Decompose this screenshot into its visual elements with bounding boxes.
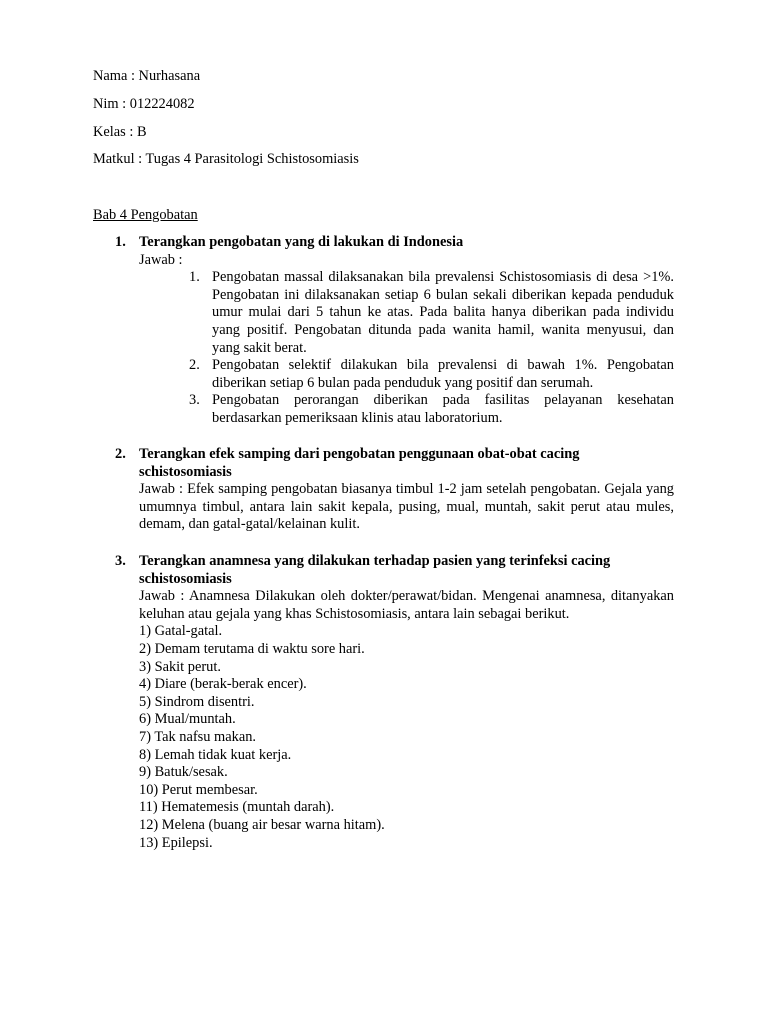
question-3 bbox=[93, 553, 674, 852]
answer-text: Jawab : Anamnesa Dilakukan oleh dokter/perawat/bidan. Mengenai anamnesa, ditanyakan keluhan atau gejala yang khas Schistosomiasis, antara lain sebagai berikut. bbox=[139, 588, 674, 622]
list-item: 2) Demam terutama di waktu sore hari. bbox=[139, 640, 365, 657]
course-title: Matkul : Tugas 4 Parasitologi Schistosomiasis bbox=[93, 151, 359, 167]
answer-label: Jawab : bbox=[139, 251, 183, 268]
list-item-text: Pengobatan perorangan diberikan pada fasilitas pelayanan kesehatan berdasarkan pemeriksaan klinis atau laboratorium. bbox=[212, 392, 674, 426]
question-title: Terangkan efek samping dari pengobatan penggunaan obat-obat cacing schistosomiasis bbox=[139, 446, 580, 480]
student-nim: Nim : 012224082 bbox=[93, 96, 195, 112]
question-title: Terangkan pengobatan yang di lakukan di Indonesia bbox=[139, 234, 464, 250]
chapter-heading: Bab 4 Pengobatan bbox=[93, 207, 198, 223]
list-item: 3) Sakit perut. bbox=[139, 658, 221, 675]
symptom-list bbox=[139, 623, 674, 852]
list-item-text: Pengobatan massal dilaksanakan bila prevalensi Schistosomiasis di desa >1%. Pengobatan ini dilaksanakan setiap 6 bulan sekali diberikan kepada penduduk umur mulai dari 5 tahun ke atas. Pada balita hanya diberikan pada individu yang positif. Pengobatan ditunda pada wanita hamil, wanita menyusui, dan yang sakit berat. bbox=[212, 269, 674, 356]
list-item: 8) Lemah tidak kuat kerja. bbox=[139, 746, 292, 763]
question-number: 1. bbox=[115, 234, 126, 250]
answer-text: Jawab : Efek samping pengobatan biasanya timbul 1-2 jam setelah pengobatan. Gejala yang umumnya timbul, antara lain sakit kepala, pusing, mual, muntah, sakit perut atau mules, demam, dan gatal-gatal/kelainan kulit. bbox=[139, 481, 674, 533]
question-1 bbox=[93, 234, 674, 428]
question-title: Terangkan anamnesa yang dilakukan terhadap pasien yang terinfeksi cacing schistosomiasis bbox=[139, 553, 611, 587]
list-item bbox=[189, 357, 674, 392]
question-number: 2. bbox=[115, 446, 126, 462]
list-item: 9) Batuk/sesak. bbox=[139, 764, 228, 781]
list-item: 6) Mual/muntah. bbox=[139, 711, 236, 728]
list-item bbox=[189, 392, 674, 427]
list-item: 13) Epilepsi. bbox=[139, 834, 213, 851]
student-class: Kelas : B bbox=[93, 124, 147, 140]
list-item-number: 2. bbox=[189, 357, 200, 374]
student-name: Nama : Nurhasana bbox=[93, 68, 201, 84]
list-item: 1) Gatal-gatal. bbox=[139, 623, 223, 640]
list-item: 12) Melena (buang air besar warna hitam). bbox=[139, 816, 385, 833]
question-2 bbox=[93, 446, 674, 534]
list-item: 10) Perut membesar. bbox=[139, 781, 258, 798]
list-item: 4) Diare (berak-berak encer). bbox=[139, 676, 307, 693]
list-item: 7) Tak nafsu makan. bbox=[139, 728, 257, 745]
answer-list bbox=[189, 269, 674, 427]
list-item bbox=[189, 269, 674, 357]
list-item: 5) Sindrom disentri. bbox=[139, 693, 255, 710]
list-item: 11) Hematemesis (muntah darah). bbox=[139, 799, 335, 816]
list-item-number: 1. bbox=[189, 269, 200, 286]
question-number: 3. bbox=[115, 553, 126, 569]
list-item-text: Pengobatan selektif dilakukan bila prevalensi di bawah 1%. Pengobatan diberikan setiap 6 bulan pada penduduk yang positif dan serumah. bbox=[212, 357, 674, 391]
list-item-number: 3. bbox=[189, 392, 200, 409]
